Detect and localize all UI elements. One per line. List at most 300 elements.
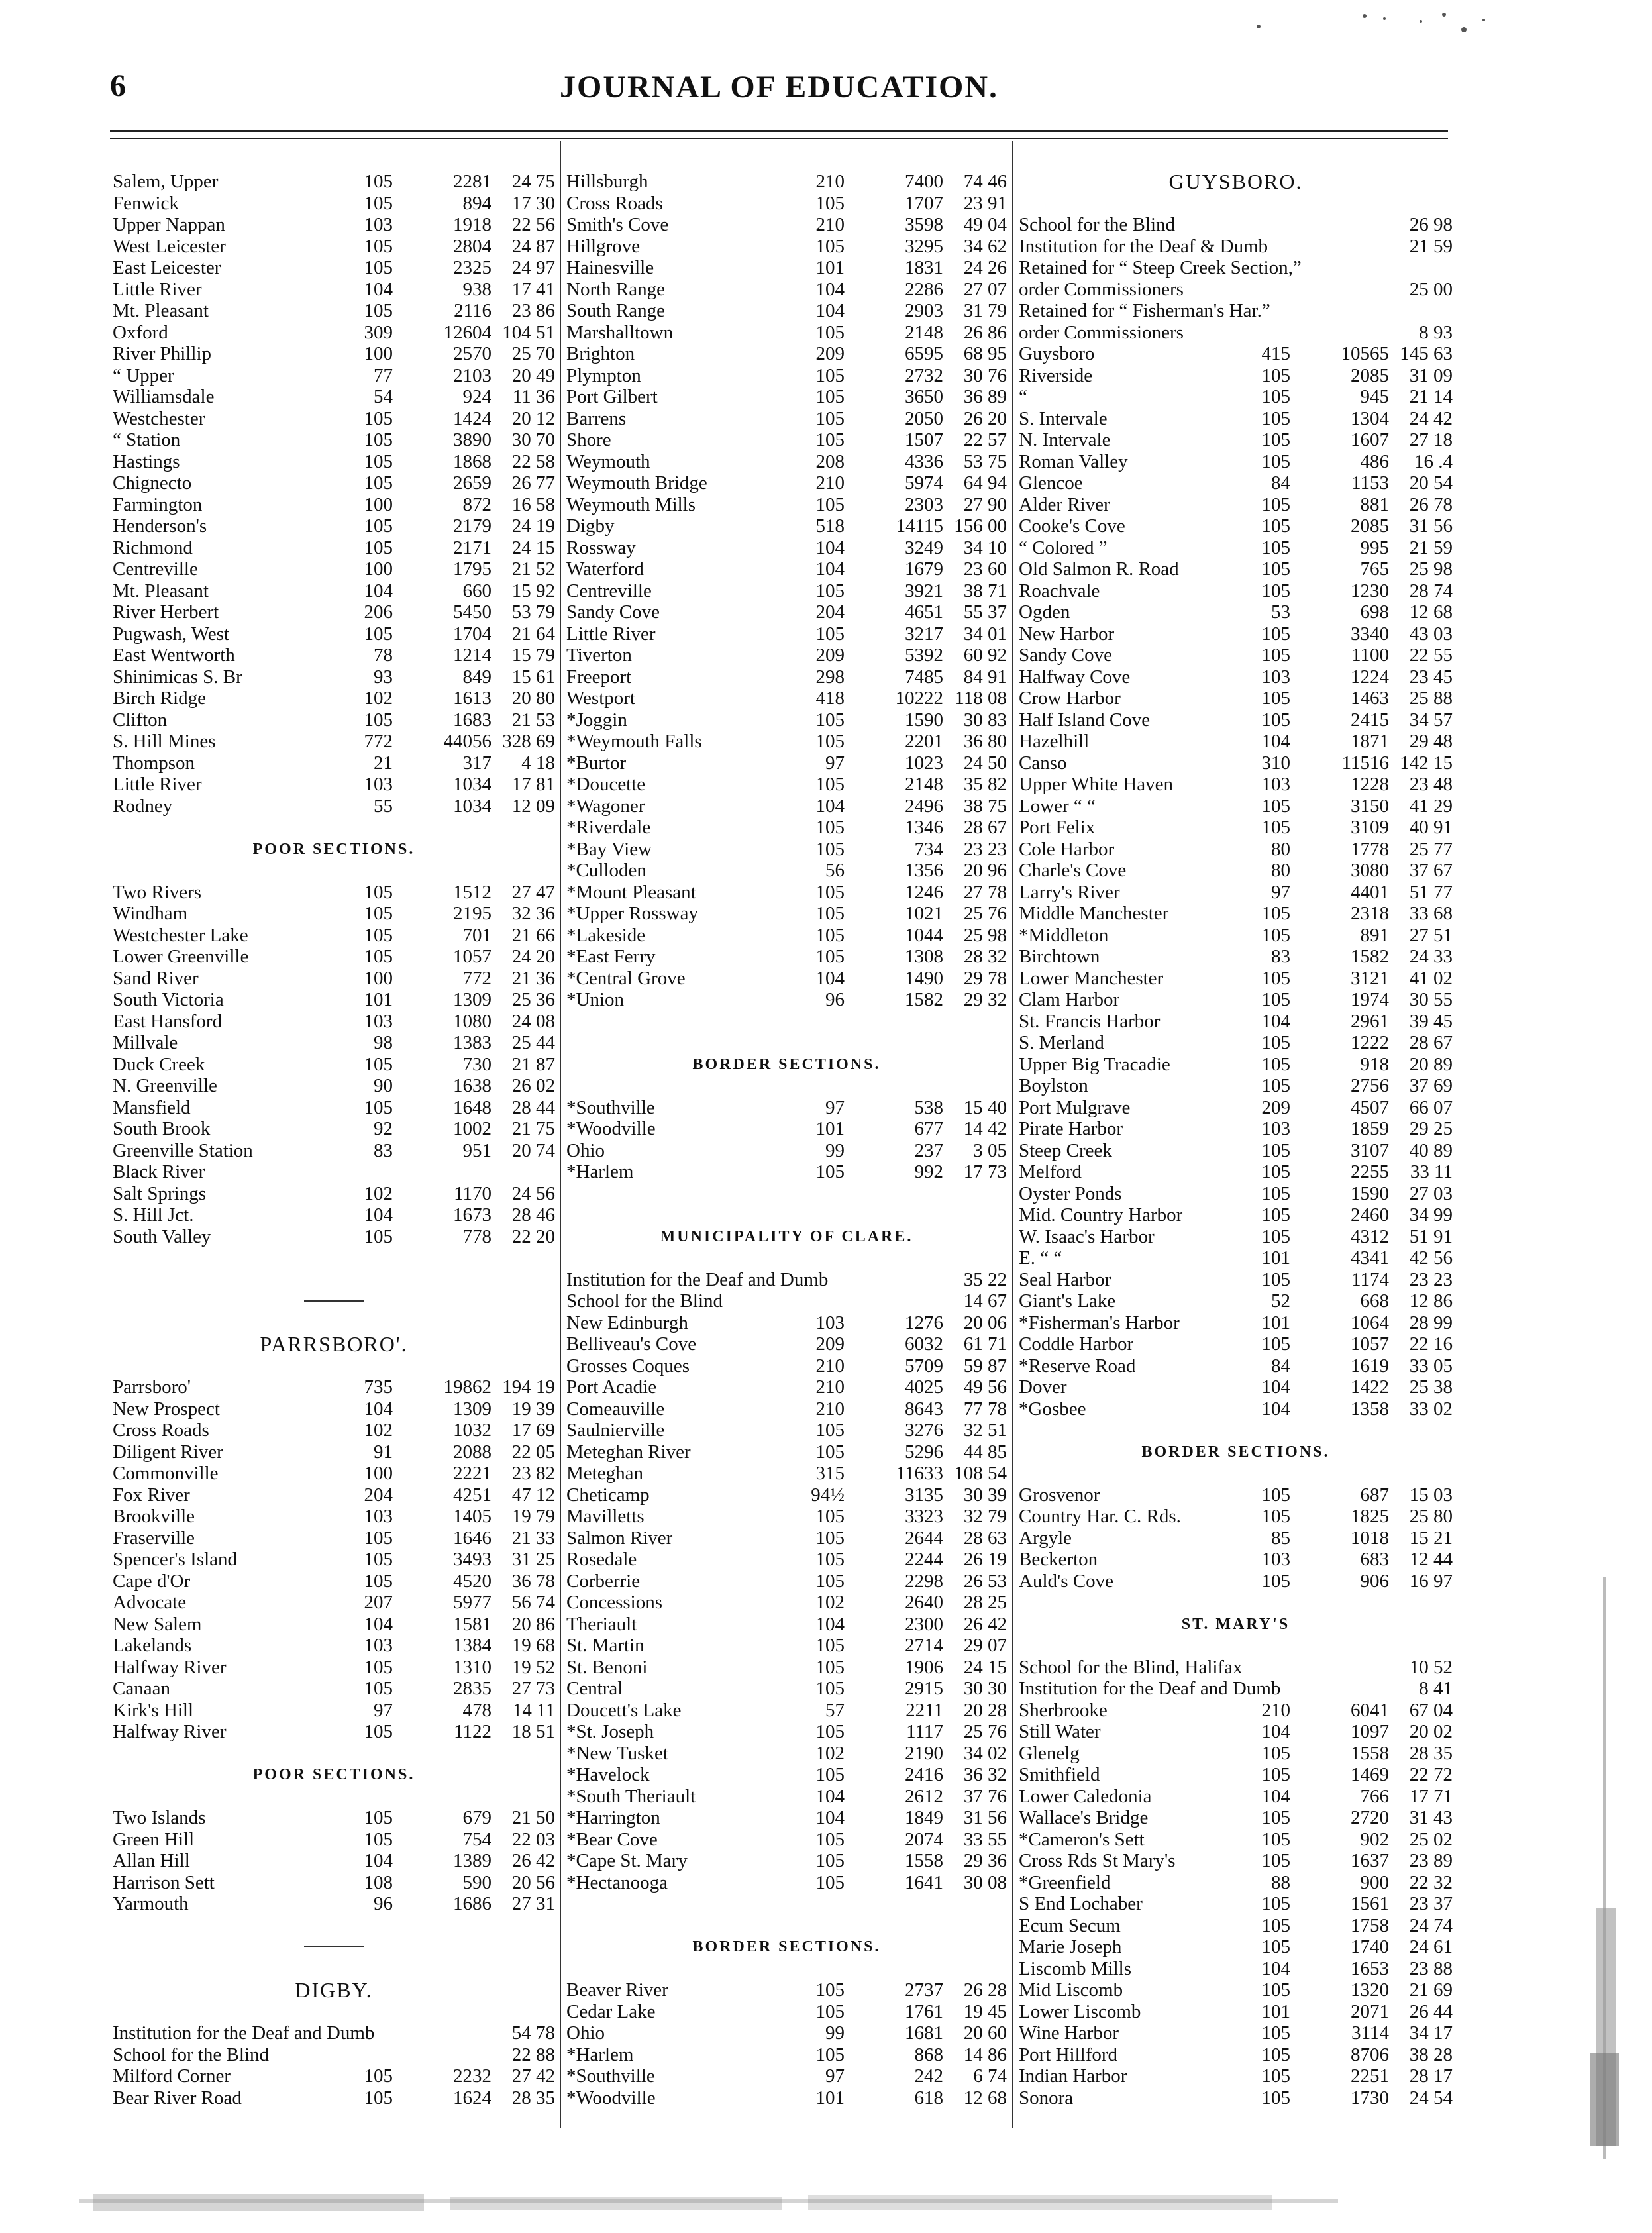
table-row [1019,1333,1453,1355]
table-row [113,753,555,774]
amount: 24 26 [963,257,1007,278]
value-a: 104 [815,1807,845,1828]
amount: 42 56 [1409,1247,1453,1269]
section-divider [113,1936,555,1958]
value-a: 105 [815,817,845,838]
table-row [113,1571,555,1592]
value-b: 1607 [1351,429,1389,450]
section-name: Indian Harbor [1019,2065,1127,2087]
table-row [113,171,555,193]
value-b: 2195 [453,903,491,924]
table-row [566,1721,1007,1743]
value-b: 1619 [1351,1355,1389,1376]
table-row [113,236,555,258]
section-name: Seal Harbor [1019,1269,1111,1290]
table-row [1019,817,1453,839]
table-row [1019,1829,1453,1851]
value-b: 951 [462,1139,491,1161]
section-name: East Hansford [113,1010,223,1032]
value-a: 105 [364,903,393,924]
value-b: 3114 [1351,2022,1389,2044]
value-a: 104 [815,558,845,580]
amount: 26 98 [1409,214,1453,235]
scan-bottom-noise [79,2186,1338,2219]
amount: 8 93 [1419,321,1453,343]
value-b: 1153 [1351,472,1389,493]
amount: 30 39 [963,1484,1007,1506]
value-a: 103 [815,1312,845,1333]
section-name: Green Hill [113,1828,195,1850]
section-name: Meteghan [566,1463,643,1484]
spacer [566,1075,1007,1097]
table-row [1019,882,1453,904]
amount: 15 92 [511,580,555,601]
value-a: 105 [1261,1182,1290,1204]
amount: 15 79 [511,645,555,666]
value-a: 104 [815,967,845,989]
table-row [113,1893,555,1915]
value-b: 1590 [1351,1182,1389,1204]
section-name: “ Station [113,429,181,450]
value-a: 55 [374,795,393,817]
section-heading: MUNICIPALITY OF CLARE. [660,1227,913,1245]
value-b: 1080 [453,1010,491,1032]
section-name: Coddle Harbor [1019,1333,1134,1355]
spacer [566,1204,1007,1226]
section-name: Wine Harbor [1019,2022,1119,2044]
section-name: Thompson [113,752,195,774]
table-row [1019,1506,1453,1528]
table-row [566,1786,1007,1808]
value-b: 938 [462,278,491,300]
table-row [1019,623,1453,645]
section-name: Port Mulgrave [1019,1096,1131,1118]
spacer [1019,1592,1453,1614]
value-a: 105 [364,1225,393,1247]
section-name: Grosses Coques [566,1355,690,1376]
table-row [566,1700,1007,1722]
amount: 16 .4 [1414,450,1453,472]
value-b: 10222 [895,688,943,709]
value-b: 1673 [453,1204,491,1225]
value-b: 5974 [905,472,943,493]
section-name: Waterford [566,558,644,580]
section-name: Canaan [113,1678,170,1699]
section-name: Mavilletts [566,1506,645,1527]
table-row [113,300,555,322]
value-b: 1021 [905,903,943,924]
value-a: 105 [1261,1807,1290,1828]
value-a: 105 [364,192,393,214]
amount: 28 67 [1409,1032,1453,1053]
value-b: 2720 [1351,1807,1389,1828]
value-a: 105 [1261,1979,1290,2000]
value-b: 2074 [905,1828,943,1850]
value-b: 3890 [453,429,491,450]
table-row [113,1054,555,1076]
table-row [1019,1204,1453,1226]
value-a: 105 [364,1096,393,1118]
amount: 32 79 [963,1506,1007,1527]
value-b: 1034 [453,774,491,795]
section-name: Weymouth [566,450,650,472]
value-a: 105 [1261,817,1290,838]
value-b: 6595 [905,343,943,364]
value-b: 2415 [1351,709,1389,731]
value-a: 105 [1261,1850,1290,1871]
section-name: Melford [1019,1161,1082,1182]
table-row [113,688,555,709]
table-row [113,1226,555,1248]
amount: 47 12 [511,1484,555,1506]
spacer [113,1915,555,1937]
value-a: 210 [815,171,845,192]
table-row [566,839,1007,860]
section-name: Little River [566,623,656,645]
section-name: New Prospect [113,1398,220,1420]
value-b: 906 [1360,1570,1389,1592]
amount: 31 56 [1409,515,1453,537]
table-row [1019,601,1453,623]
section-name: Middle Manchester [1019,903,1169,924]
table-row [1019,1786,1453,1808]
table-row [1019,1915,1453,1937]
table-row [566,193,1007,215]
value-a: 100 [364,1463,393,1484]
section-heading: BORDER SECTIONS. [692,1938,881,1955]
table-row [113,1183,555,1205]
value-a: 105 [1261,2087,1290,2108]
value-b: 2251 [1351,2065,1389,2087]
section-name: Fox River [113,1484,190,1506]
table-row [113,1721,555,1743]
table-row [1019,946,1453,968]
table-row [566,1614,1007,1636]
value-b: 2088 [453,1441,491,1463]
value-a: 210 [815,1398,845,1420]
value-b: 1100 [1351,645,1389,666]
table-row [1019,1807,1453,1829]
amount: 14 11 [512,1699,555,1721]
amount: 27 90 [963,493,1007,515]
value-b: 1384 [453,1635,491,1656]
value-a: 210 [815,1355,845,1376]
table-row [1019,1032,1453,1054]
table-row [566,343,1007,365]
value-b: 687 [1360,1484,1389,1506]
table-row [113,558,555,580]
section-name: Yarmouth [113,1893,189,1914]
section-name: St. Martin [566,1635,645,1656]
amount: 19 39 [511,1398,555,1420]
amount: 26 42 [511,1850,555,1871]
table-row [1019,515,1453,537]
table-row [566,515,1007,537]
table-row [1019,1247,1453,1269]
amount: 31 09 [1409,364,1453,386]
section-name: Saulnierville [566,1420,665,1441]
amount: 31 79 [963,300,1007,321]
table-row [566,494,1007,516]
amount: 34 17 [1409,2022,1453,2044]
section-name: Corberrie [566,1570,641,1592]
spacer [113,817,555,839]
section-name: Concessions [566,1592,662,1613]
section-name: *Woodville [566,1118,656,1139]
value-a: 85 [1271,1527,1290,1549]
value-a: 105 [815,1420,845,1441]
section-name: Farmington [113,493,203,515]
amount: 27 51 [1409,924,1453,946]
amount: 28 44 [511,1096,555,1118]
value-a: 105 [364,429,393,450]
spacer [566,1011,1007,1033]
value-b: 1558 [1351,1742,1389,1764]
value-b: 618 [914,2087,943,2108]
value-a: 105 [815,1678,845,1699]
amount: 36 78 [511,1570,555,1592]
amount: 28 99 [1409,1312,1453,1333]
value-a: 103 [364,1506,393,1527]
amount: 26 20 [963,407,1007,429]
section-name: Port Gilbert [566,386,658,407]
section-name: Smith's Cove [566,214,669,235]
value-a: 210 [1261,1699,1290,1721]
amount: 22 16 [1409,1333,1453,1355]
amount: 19 52 [511,1656,555,1678]
amount: 25 76 [963,903,1007,924]
value-a: 91 [374,1441,393,1463]
section-name: *Union [566,989,624,1010]
value-a: 57 [825,1699,845,1721]
section-name: Rossway [566,537,636,558]
section-name: *East Ferry [566,946,656,967]
value-a: 105 [364,1053,393,1075]
section-name: Milford Corner [113,2065,231,2087]
amount: 24 74 [1409,1914,1453,1936]
value-b: 1230 [1351,580,1389,601]
value-a: 83 [374,1139,393,1161]
value-a: 105 [1261,364,1290,386]
section-name: Institution for the Deaf & Dumb [1019,235,1268,257]
value-b: 1906 [905,1656,943,1678]
value-b: 4251 [453,1484,491,1506]
table-row [113,645,555,666]
amount: 15 21 [1409,1527,1453,1549]
value-b: 1309 [453,1398,491,1420]
value-a: 103 [364,214,393,235]
value-b: 5296 [905,1441,943,1463]
amount: 28 67 [963,817,1007,838]
amount: 43 03 [1409,623,1453,645]
section-name: Halfway River [113,1656,227,1678]
value-a: 105 [364,709,393,731]
table-row [1019,774,1453,796]
section-name: Steep Creek [1019,1139,1112,1161]
value-b: 1758 [1351,1914,1389,1936]
amount: 20 80 [511,688,555,709]
section-name: Upper White Haven [1019,774,1173,795]
amount: 21 59 [1409,235,1453,257]
value-a: 105 [1261,1742,1290,1764]
value-b: 1122 [454,1721,491,1742]
value-a: 105 [364,1570,393,1592]
value-b: 894 [462,192,491,214]
value-a: 99 [825,2022,845,2044]
section-name: Ecum Secum [1019,1914,1121,1936]
amount: 15 03 [1409,1484,1453,1506]
section-name: “ Colored ” [1019,537,1108,558]
amount: 108 54 [954,1463,1007,1484]
section-name: Mid Liscomb [1019,1979,1123,2000]
value-a: 104 [1261,1010,1290,1032]
amount: 26 02 [511,1075,555,1096]
value-b: 2416 [905,1764,943,1785]
value-a: 209 [815,343,845,364]
value-b: 1683 [453,709,491,731]
value-b: 1320 [1351,1979,1389,2000]
table-row [113,1011,555,1033]
value-b: 679 [462,1807,491,1828]
value-b: 5977 [453,1592,491,1613]
value-a: 105 [815,1506,845,1527]
table-row [566,472,1007,494]
section-name: Salem, Upper [113,171,219,192]
amount: 21 75 [511,1118,555,1139]
amount: 21 52 [511,558,555,580]
value-a: 105 [815,407,845,429]
table-row [1019,537,1453,559]
value-a: 105 [815,1828,845,1850]
value-a: 103 [1261,774,1290,795]
table-row [566,774,1007,796]
amount: 28 46 [511,1204,555,1225]
value-b: 1358 [1351,1398,1389,1420]
value-b: 2211 [905,1699,943,1721]
value-b: 242 [914,2065,943,2087]
amount: 22 88 [511,2044,555,2065]
table-row [566,537,1007,559]
value-a: 104 [1261,1376,1290,1398]
value-b: 701 [462,924,491,946]
value-b: 1034 [453,795,491,817]
section-name: *Cameron's Sett [1019,1828,1145,1850]
value-b: 1057 [453,946,491,967]
value-a: 105 [1261,515,1290,537]
amount: 21 69 [1409,1979,1453,2000]
table-row [113,1463,555,1484]
value-a: 105 [1261,2022,1290,2044]
table-row [1019,1979,1453,2001]
value-b: 6041 [1351,1699,1389,1721]
value-a: 80 [1271,838,1290,860]
amount: 25 38 [1409,1376,1453,1398]
table-row [566,817,1007,839]
section-name: *South Theriault [566,1785,696,1807]
amount: 67 04 [1409,1699,1453,1721]
value-b: 766 [1360,1785,1389,1807]
value-a: 96 [374,1893,393,1914]
table-column-middle [566,171,1007,2108]
amount: 77 78 [963,1398,1007,1420]
value-b: 1463 [1351,688,1389,709]
section-name: S End Lochaber [1019,1893,1143,1914]
section-name: Lower Greenville [113,946,249,967]
table-row [1019,1549,1453,1571]
amount: 32 51 [963,1420,1007,1441]
county-heading: DIGBY. [295,1978,373,2002]
spacer [566,1032,1007,1054]
value-a: 104 [364,278,393,300]
section-name: *St. Joseph [566,1721,654,1742]
page-title: JOURNAL OF EDUCATION. [560,70,999,105]
section-name: Duck Creek [113,1053,205,1075]
table-row [566,645,1007,666]
amount: 29 48 [1409,731,1453,752]
amount: 26 86 [963,321,1007,343]
amount: 12 68 [963,2087,1007,2108]
value-a: 108 [364,1871,393,1893]
section-name: Diligent River [113,1441,223,1463]
value-a: 97 [825,2065,845,2087]
section-name: Sonora [1019,2087,1074,2108]
amount: 21 50 [511,1807,555,1828]
amount: 24 20 [511,946,555,967]
table-row [566,2087,1007,2109]
value-a: 105 [364,1656,393,1678]
section-name: Institution for the Deaf and Dumb [1019,1678,1281,1699]
value-a: 105 [815,946,845,967]
amount: 25 98 [963,924,1007,946]
amount: 30 83 [963,709,1007,731]
value-a: 105 [364,450,393,472]
value-b: 590 [462,1871,491,1893]
section-name: Weymouth Mills [566,493,696,515]
amount: 23 48 [1409,774,1453,795]
value-a: 84 [1271,1355,1290,1376]
table-row [1019,1850,1453,1872]
section-name: Two Rivers [113,881,202,903]
amount: 30 08 [963,1871,1007,1893]
value-b: 2300 [905,1613,943,1635]
section-name: Williamsdale [113,386,215,407]
section-name: Black River [113,1161,205,1182]
section-name: Liscomb Mills [1019,1957,1131,1979]
value-b: 2085 [1351,515,1389,537]
amount: 24 33 [1409,946,1453,967]
value-b: 2640 [905,1592,943,1613]
table-row [113,1118,555,1140]
amount: 29 32 [963,989,1007,1010]
table-row [566,1161,1007,1183]
value-a: 105 [1261,1204,1290,1225]
table-row [113,343,555,365]
section-name: *Harlem [566,2044,634,2065]
section-name: Glenelg [1019,1742,1080,1764]
amount: 26 28 [963,1979,1007,2000]
value-b: 8643 [905,1398,943,1420]
value-b: 2221 [453,1463,491,1484]
section-name: *Weymouth Falls [566,731,702,752]
section-name: *Riverdale [566,817,651,838]
section-name: Port Hillford [1019,2044,1118,2065]
value-b: 2460 [1351,1204,1389,1225]
value-a: 415 [1261,343,1290,364]
amount: 24 97 [511,257,555,278]
value-a: 105 [1261,493,1290,515]
table-row [566,1549,1007,1571]
amount: 51 91 [1409,1225,1453,1247]
